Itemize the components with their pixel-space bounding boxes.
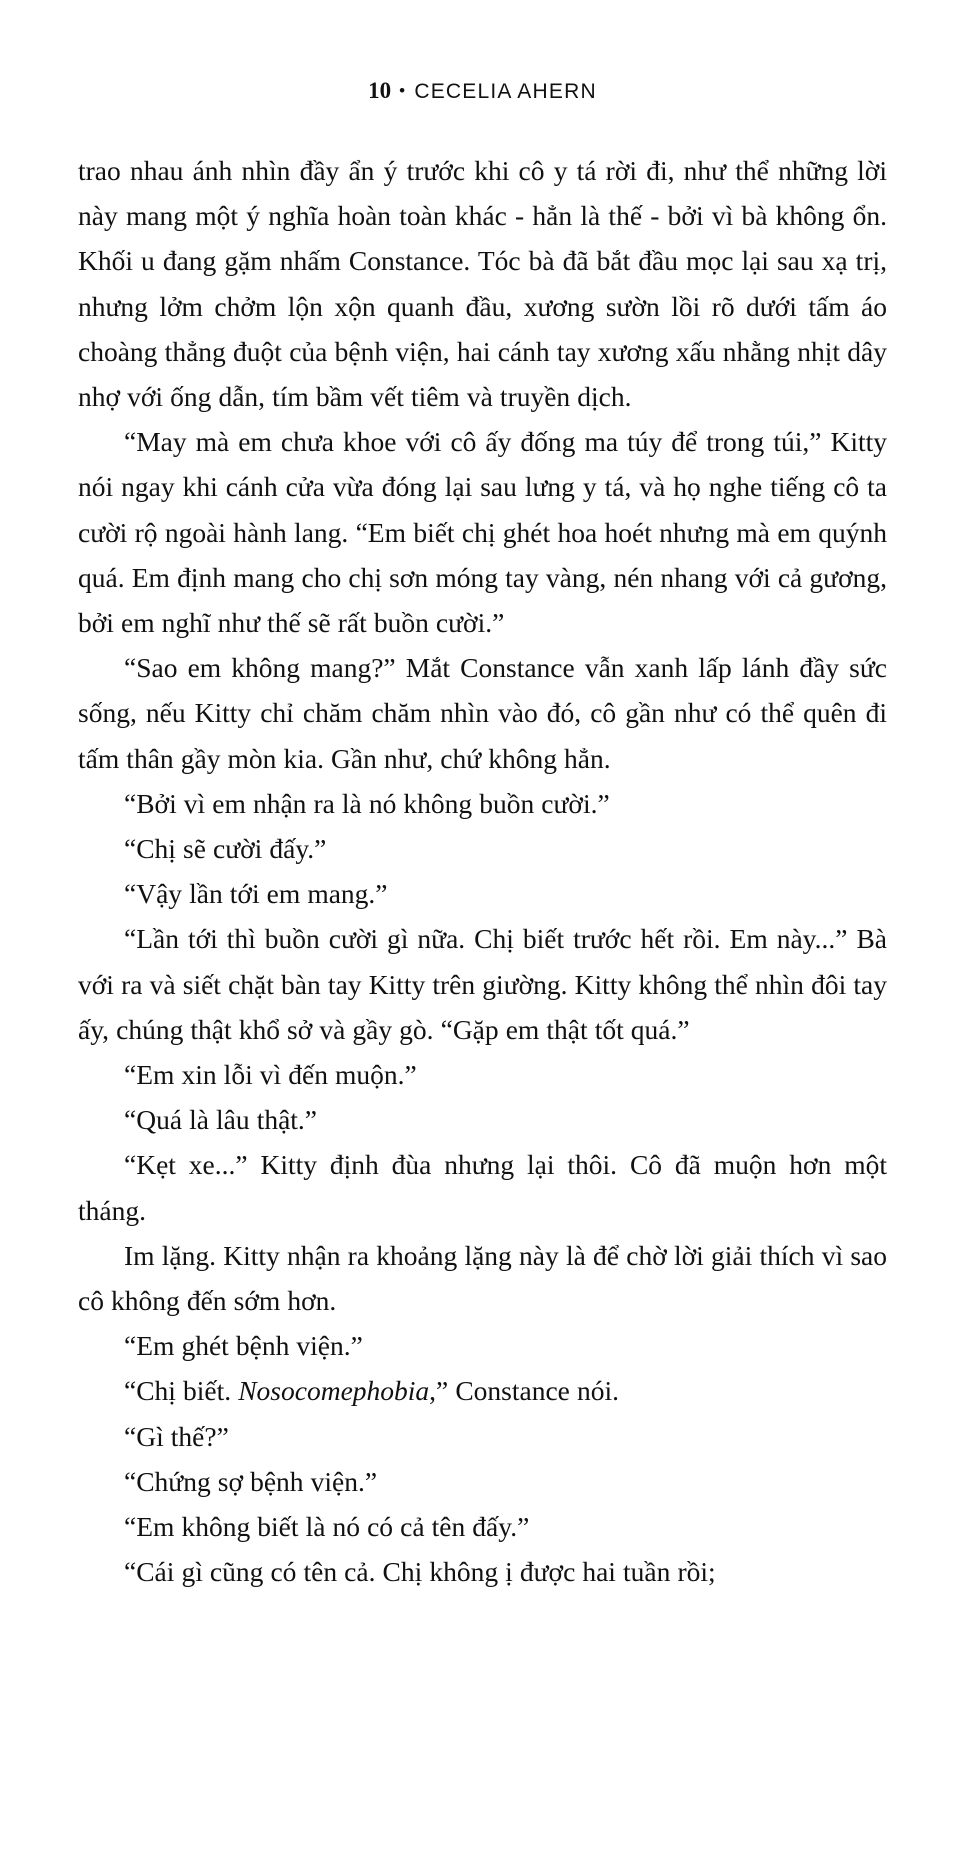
paragraph: trao nhau ánh nhìn đầy ẩn ý trước khi cô y tá rời đi, như thể những lời này mang một ý nghĩa hoàn toàn khác - hẳn là thế - bởi vì bà không ổn. Khối u đang gặm nhấm Constance. Tóc bà đã bắt đầu mọc lại sau xạ trị, nhưng lởm chởm lộn xộn quanh đầu, xương sườn lồi rõ dưới tấm áo choàng thẳng đuột của bệnh viện, hai cánh tay xương xấu nhằng nhịt dây nhợ với ống dẫn, tím bầm vết tiêm và truyền dịch. — [78, 155, 887, 413]
paragraph: “Em ghét bệnh viện.” — [124, 1330, 363, 1362]
paragraph: “Kẹt xe...” Kitty định đùa nhưng lại thôi. Cô đã muộn hơn một tháng. — [78, 1149, 887, 1226]
paragraph: “Chị biết. Nosocomephobia,” Constance nói. — [124, 1375, 619, 1407]
running-head-separator: • — [399, 81, 407, 100]
paragraph: “Quá là lâu thật.” — [124, 1104, 318, 1136]
paragraph: “Chị sẽ cười đấy.” — [124, 833, 327, 865]
paragraph: “Em không biết là nó có cả tên đấy.” — [124, 1511, 530, 1543]
paragraph: “Gì thế?” — [124, 1420, 229, 1452]
body-text — [78, 148, 887, 1595]
paragraph: “Sao em không mang?” Mắt Constance vẫn xanh lấp lánh đầy sức sống, nếu Kitty chỉ chăm chăm nhìn vào đó, cô gần như có thể quên đi tấm thân gầy mòn kia. Gần như, chứ không hẳn. — [78, 652, 887, 774]
paragraph: “Bởi vì em nhận ra là nó không buồn cười.” — [124, 787, 610, 819]
paragraph: “Em xin lỗi vì đến muộn.” — [124, 1059, 417, 1091]
paragraph: “May mà em chưa khoe với cô ấy đống ma túy để trong túi,” Kitty nói ngay khi cánh cửa vừa đóng lại sau lưng y tá, và họ nghe tiếng cô ta cười rộ ngoài hành lang. “Em biết chị ghét hoa hoét nhưng mà em quýnh quá. Em định mang cho chị sơn móng tay vàng, nén nhang với cả gương, bởi em nghĩ như thế sẽ rất buồn cười.” — [78, 426, 887, 639]
paragraph: “Lần tới thì buồn cười gì nữa. Chị biết trước hết rồi. Em này...” Bà với ra và siết chặt bàn tay Kitty trên giường. Kitty không thể nhìn đôi tay ấy, chúng thật khổ sở và gầy gò. “Gặp em thật tốt quá.” — [78, 923, 887, 1045]
running-head — [78, 78, 887, 104]
paragraph: “Vậy lần tới em mang.” — [124, 878, 388, 910]
running-head-title: CECELIA AHERN — [414, 80, 597, 103]
paragraph: “Chứng sợ bệnh viện.” — [124, 1465, 378, 1497]
page-number: 10 — [368, 78, 392, 103]
paragraph: “Cái gì cũng có tên cả. Chị không ị được hai tuần rồi; — [124, 1556, 716, 1588]
paragraph: Im lặng. Kitty nhận ra khoảng lặng này là để chờ lời giải thích vì sao cô không đến sớm hơn. — [78, 1239, 887, 1317]
